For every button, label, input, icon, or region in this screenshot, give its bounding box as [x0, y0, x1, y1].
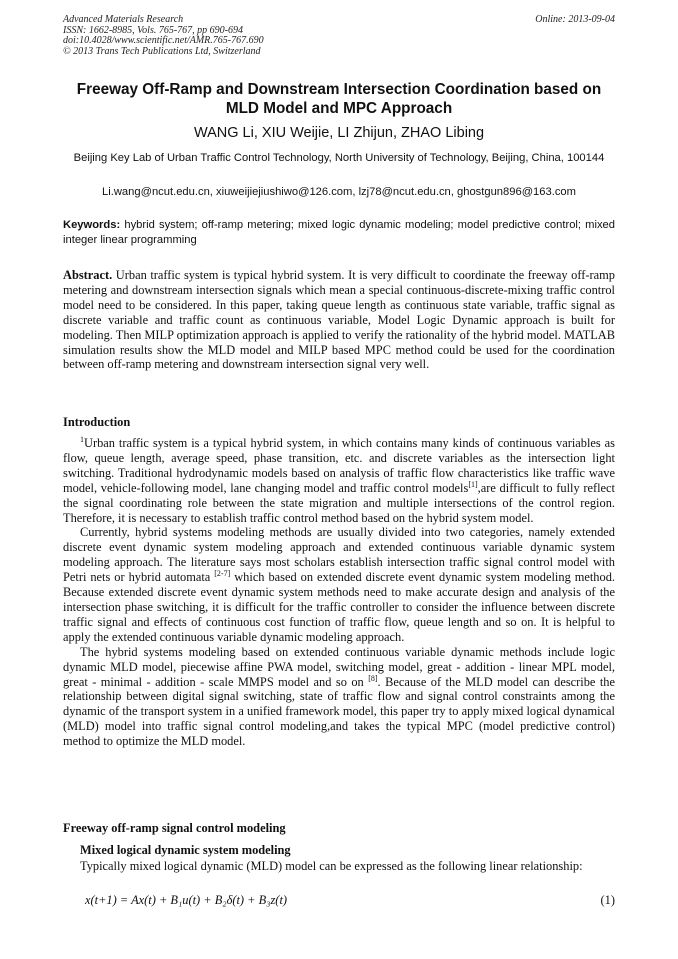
intro-paragraph-3 — [63, 645, 615, 749]
footnote-marker: 1 — [80, 435, 84, 444]
abstract — [63, 268, 615, 372]
intro-p1-text-b: ,are difficult to fully reflect the signal coordinating role between the state migration and multiple intersections of the control region. Therefore, it is necessary to establish traffic control method based on the hybrid system model. — [63, 480, 615, 525]
equation-expression: x(t+1) = Ax(t) + B₁u(t) + B₂δ(t) + B₃z(t) — [85, 893, 288, 907]
citation-8: [8] — [368, 673, 378, 683]
intro-p2-text-b: which based on extended discrete event dynamic system modeling method. Because extended discrete event dynamic system methods need to make accurate design and analysis of the intersection phase switching, it is difficult for the traffic controller to consider the influence between discrete traffic signal and effects of continuous cost function of traffic flow, queue length and so on. It is helpful to apply the extended continuous variable dynamic modeling approach. — [63, 570, 615, 644]
section2-body — [63, 859, 615, 874]
intro-paragraph-2 — [63, 525, 615, 644]
copyright-line: © 2013 Trans Tech Publications Ltd, Switzerland — [63, 45, 261, 57]
abstract-label: Abstract. — [63, 268, 113, 282]
equation-1 — [85, 893, 615, 908]
section2-paragraph: Typically mixed logical dynamic (MLD) model can be expressed as the following linear relationship: — [80, 859, 583, 873]
intro-paragraph-1 — [63, 436, 615, 525]
equation-number: (1) — [600, 893, 615, 907]
affiliation: Beijing Key Lab of Urban Traffic Control Technology, North University of Technology, Beijing, China, 100144 — [73, 152, 605, 164]
introduction-heading: Introduction — [63, 415, 131, 429]
section-heading-offramp: Freeway off-ramp signal control modeling — [63, 821, 286, 835]
author-list: WANG Li, XIU Weijie, LI Zhijun, ZHAO Libing — [193, 125, 485, 141]
keywords-label: Keywords: — [63, 219, 121, 231]
subsection-heading-mld: Mixed logical dynamic system modeling — [80, 843, 291, 857]
keywords-text: hybrid system; off-ramp metering; mixed logic dynamic modeling; model predictive control; mixed integer linear programming — [63, 219, 616, 246]
paper-title: Freeway Off-Ramp and Downstream Intersection Coordination based on MLD Model and MPC Approach — [76, 81, 602, 117]
intro-p1-text-a: Urban traffic system is a typical hybrid system, in which contains many kinds of continuous variables as flow, queue length, average speed, phase transition, etc. and discrete variables as the intersection light switching. Traditional hydrodynamic models based on analysis of traffic flow characteristics like traffic wave model, vehicle-following model, lane changing model and traffic control models — [63, 436, 615, 495]
keywords — [63, 218, 615, 248]
abstract-text: Urban traffic system is typical hybrid system. It is very difficult to coordinate the freeway off-ramp metering and downstream intersection signals which mean a special continuous-discrete-mixing traffic control model need to be considered. In this paper, taking queue length as continuous state variable, traffic signal as discrete variable and traffic count as continuous variable, Model Logic Dynamic approach is built for modeling. Then MILP optimization approach is applied to verify the rationality of the hybrid model. MATLAB simulation results show the MLD model and MILP based MPC method could be used for the coordination between off-ramp metering and downstream intersection signal very well. — [63, 268, 615, 372]
introduction-body — [63, 436, 615, 749]
citation-2-7: [2-7] — [214, 569, 231, 579]
journal-header — [63, 15, 615, 57]
issn-line: ISSN: 1662-8985, Vols. 765-767, pp 690-694 — [63, 24, 243, 36]
citation-1: [1] — [468, 479, 478, 489]
doi-line: doi:10.4028/www.scientific.net/AMR.765-767.690 — [63, 35, 264, 46]
journal-name: Advanced Materials Research — [63, 14, 184, 25]
intro-p3-text-b: . Because of the MLD model can describe the relationship between digital signal switching, state of traffic flow and signal control constraints among the dynamic of the transport system in a unified framework model, this paper try to apply mixed logical dynamical (MLD) model into traffic signal control modeling,and takes the typical MPC (model predictive control) method to optimize the MLD model. — [63, 674, 616, 749]
intro-p2-text-a: Currently, hybrid systems modeling methods are usually divided into two categories, namely extended discrete event dynamic system modeling approach and extended continuous variable dynamic system modeling approach. The literature says most scholars establish intersection traffic signal control model with Petri nets or hybrid automata — [63, 525, 615, 585]
author-emails: Li.wang@ncut.edu.cn, xiuweijiejiushiwo@126.com, lzj78@ncut.edu.cn, ghostgun896@163.com — [102, 186, 576, 198]
intro-p3-text-a: The hybrid systems modeling based on extended continuous variable dynamic methods include logic dynamic MLD model, piecewise affine PWA model, switching model, great - addition - linear MPL model, great - minimal - addition - scale MMPS model and so on — [63, 644, 615, 689]
online-date: Online: 2013-09-04 — [535, 14, 615, 25]
